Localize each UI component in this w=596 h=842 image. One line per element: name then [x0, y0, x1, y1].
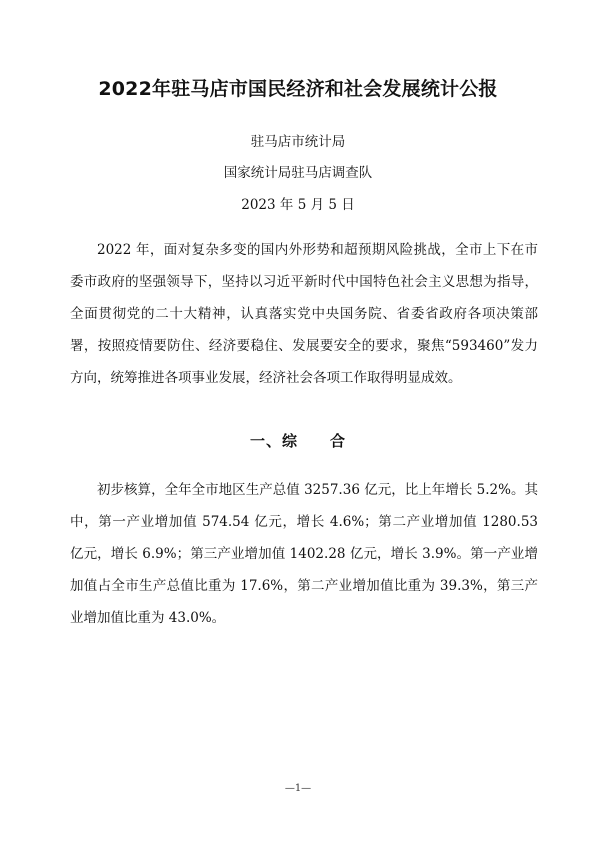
overview-paragraph: 初步核算，全年全市地区生产总值 3257.36 亿元，比上年增长 5.2%。其中，第一产业增加值 574.54 亿元，增长 4.6%；第二产业增加值 1280.53 亿元，增长 6.9%；第三产业增加值 1402.28 亿元，增长 3.9%。第一产业增加值占全市生产总值比重为 17.6%，第二产业增加值比重为 39.3%，第三产业增加值比重为 43.0%。 — [70, 482, 538, 626]
page-number: —1— — [284, 783, 312, 794]
intro-paragraph: 2022 年，面对复杂多变的国内外形势和超预期风险挑战，全市上下在市委市政府的坚强领导下，坚持以习近平新时代中国特色社会主义思想为指导，全面贯彻党的二十大精神，认真落实党中央国务院、省委省政府各项决策部署，按照疫情要防住、经济要稳住、发展要安全的要求，聚焦“593460”发力方向，统筹推进各项事业发展，经济社会各项工作取得明显成效。 — [70, 242, 538, 386]
document-title: 2022年驻马店市国民经济和社会发展统计公报 — [98, 78, 498, 100]
issuer-survey-team: 国家统计局驻马店调查队 — [223, 165, 373, 181]
section-heading-overview: 一、综 合 — [249, 432, 346, 450]
publication-date: 2023 年 5 月 5 日 — [241, 197, 355, 213]
issuer-statistics-bureau: 驻马店市统计局 — [250, 134, 346, 150]
